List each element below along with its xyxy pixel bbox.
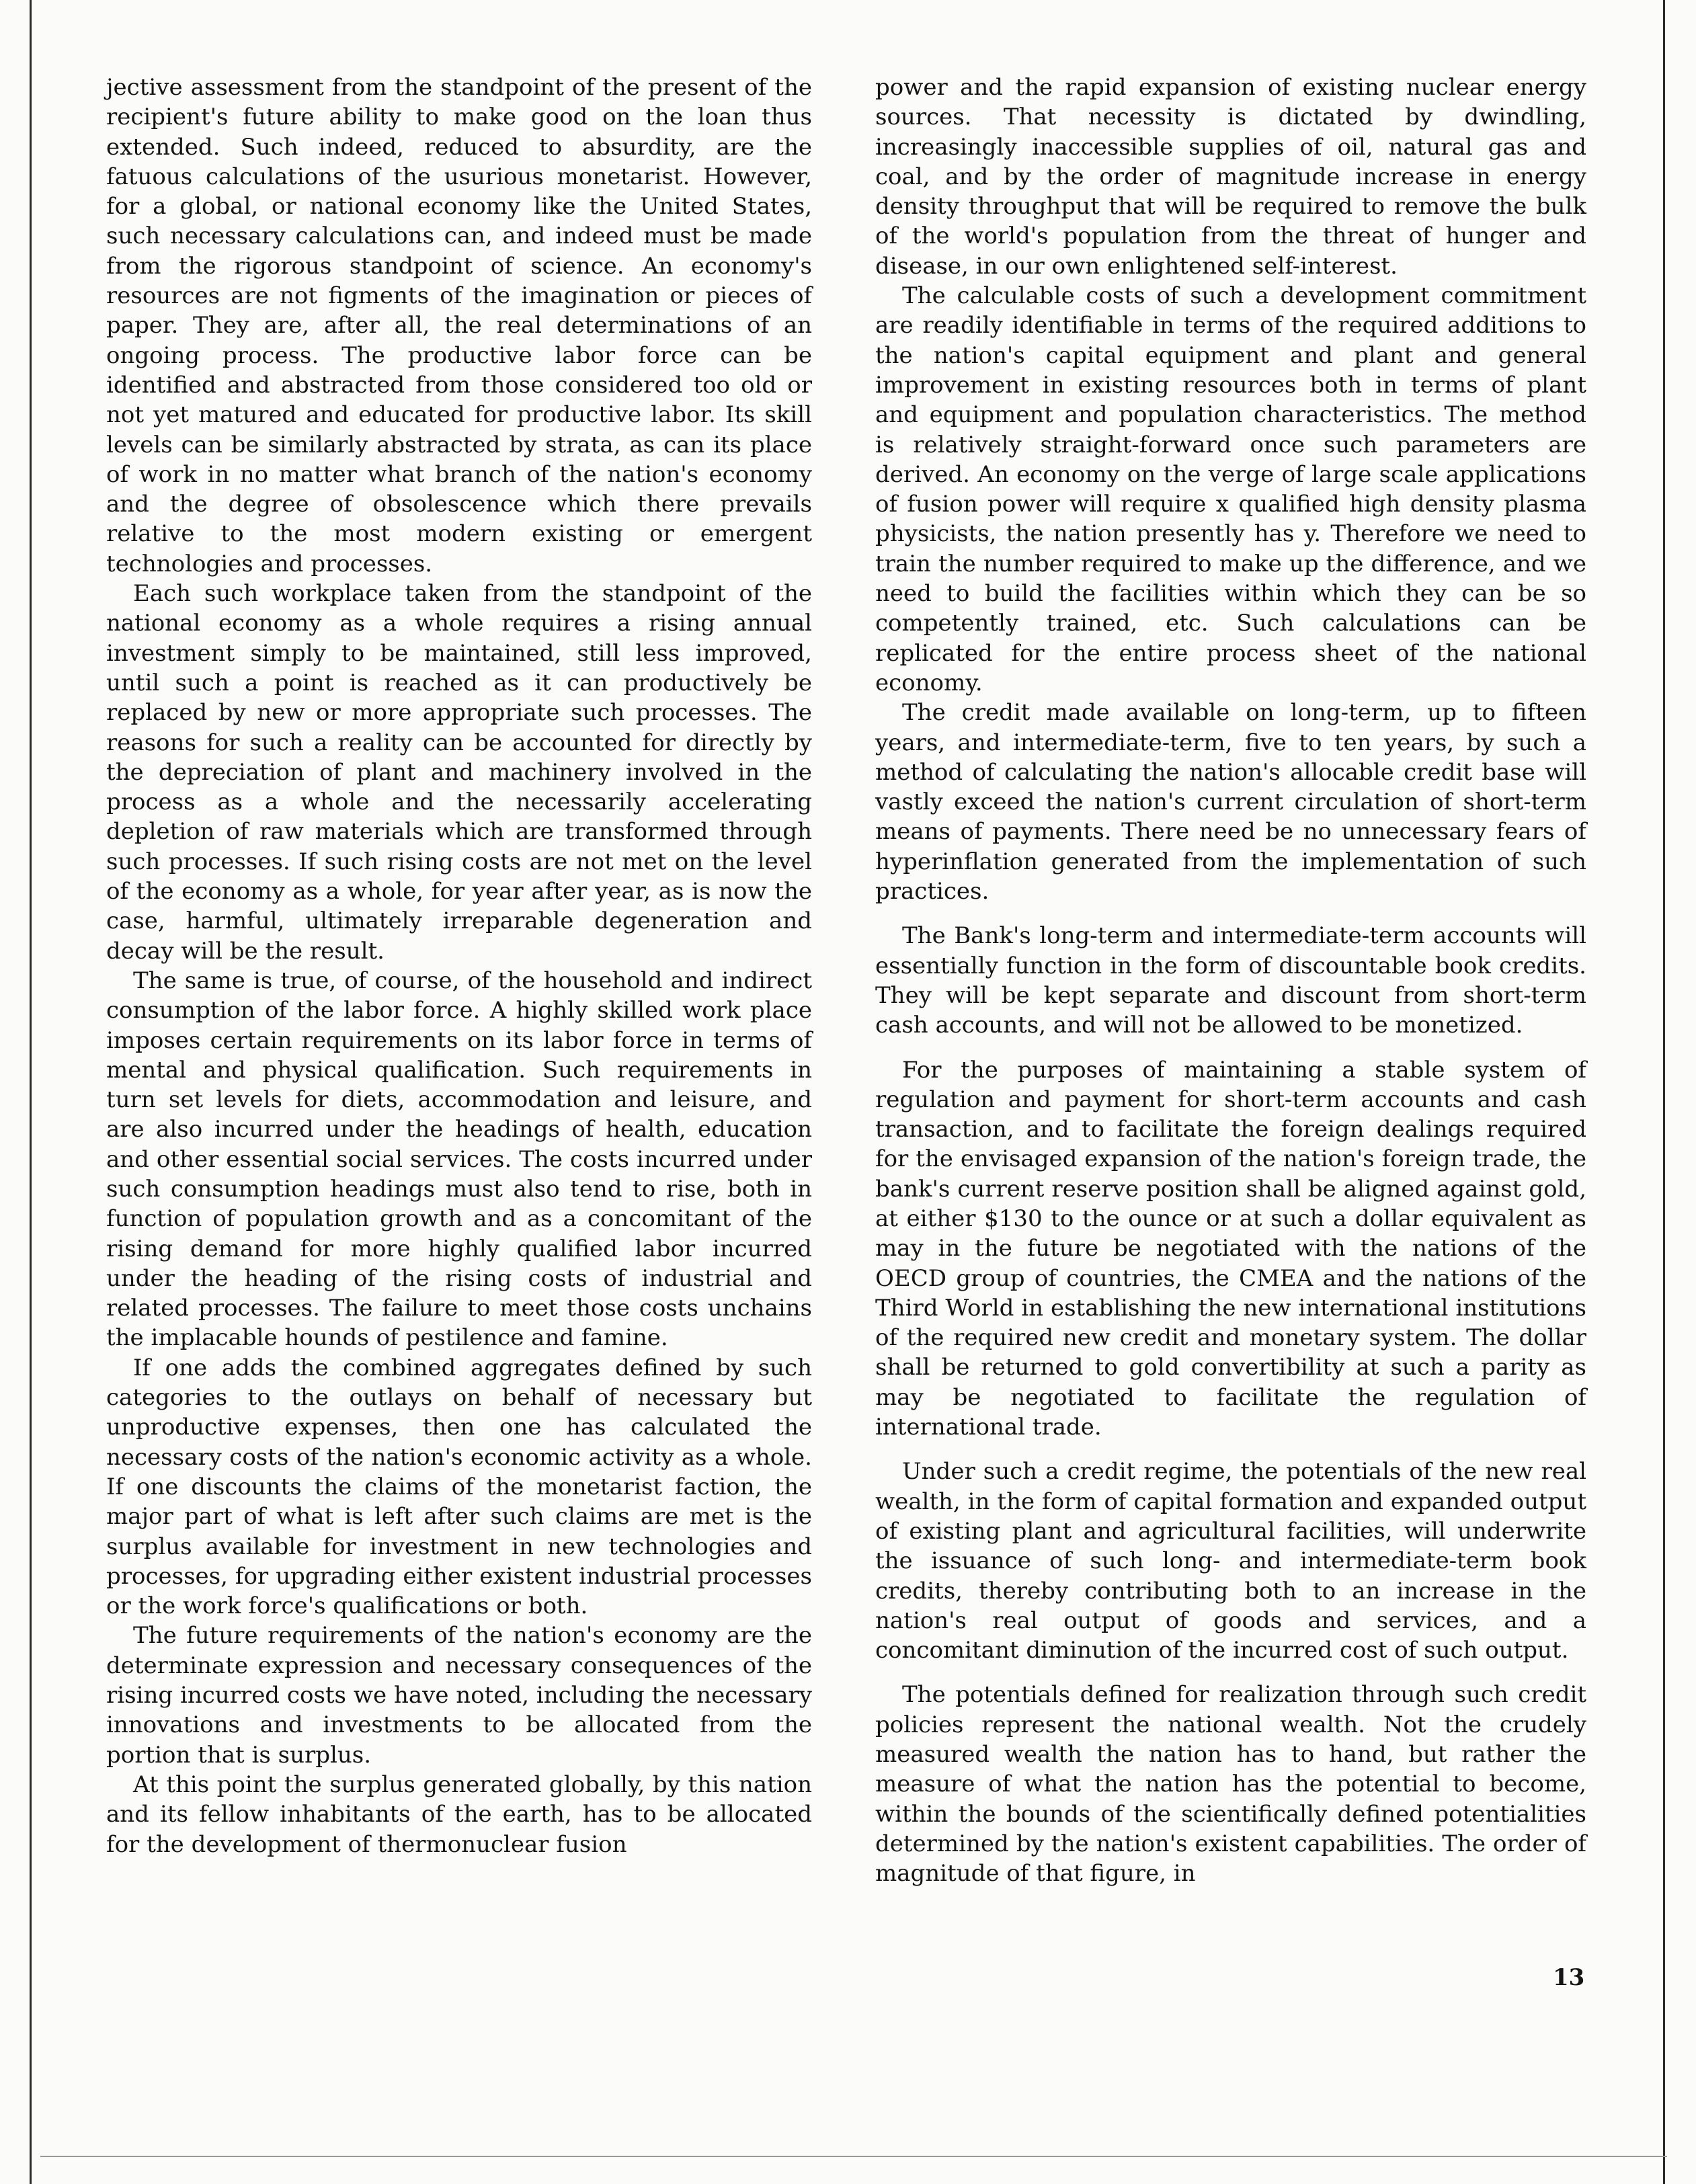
paragraph: If one adds the combined aggregates defined by such categories to the outlays on behalf of necessary but unproductive expenses, then one has calculated the necessary costs of the nation's economic activity as a whole. If one discounts the claims of the monetarist faction, the major part of what is left after such claims are met is the surplus available for investment in new technologies and processes, for upgrading either existent industrial processes or the work force's qualifications or both.	[106, 1354, 812, 1620]
paragraph: For the purposes of maintaining a stable system of regulation and payment for short-term accounts and cash transaction, and to facilitate the foreign dealings required for the envisaged expansion of the nation's foreign trade, the bank's current reserve position shall be aligned against gold, at either $130 to the ounce or at such a dollar equivalent as may in the future be negotiated with the nations of the OECD group of countries, the CMEA and the nations of the Third World in establishing the new international institutions of the required new credit and monetary system. The dollar shall be returned to gold convertibility at such a parity as may be negotiated to facilitate the regulation of international trade.	[875, 1056, 1586, 1441]
paragraph: Each such workplace taken from the standpoint of the national economy as a whole requires a rising annual investment simply to be maintained, still less improved, until such a point is reached as it can productively be replaced by new or more appropriate such processes. The reasons for such a reality can be accounted for directly by the depreciation of plant and machinery involved in the process as a whole and the necessarily accelerating depletion of raw materials which are transformed through such processes. If such rising costs are not met on the level of the economy as a whole, for year after year, as is now the case, harmful, ultimately irreparable degeneration and decay will be the result.	[106, 580, 812, 965]
paragraph: jective assessment from the standpoint of the present of the recipient's future ability to make good on the loan thus extended. Such indeed, reduced to absurdity, are the fatuous calculations of the usurious monetarist. However, for a global, or national economy like the United States, such necessary calculations can, and indeed must be made from the rigorous standpoint of science. An economy's resources are not figments of the imagination or pieces of paper. They are, after all, the real determinations of an ongoing process. The productive labor force can be identified and abstracted from those considered too old or not yet matured and educated for productive labor. Its skill levels can be similarly abstracted by strata, as can its place of work in no matter what branch of the nation's economy and the degree of obsolescence which there prevails relative to the most modern existing or emergent technologies and processes.	[106, 74, 812, 577]
paragraph: Under such a credit regime, the potentials of the new real wealth, in the form of capital formation and expanded output of existing plant and agricultural facilities, will underwrite the issuance of such long- and intermediate-term book credits, thereby contributing both to an increase in the nation's real output of goods and services, and a concomitant diminution of the incurred cost of such output.	[875, 1458, 1586, 1664]
paragraph: The future requirements of the nation's economy are the determinate expression and necessary consequences of the rising incurred costs we have noted, including the necessary innovations and investments to be allocated from the portion that is surplus.	[106, 1622, 812, 1769]
paragraph: The same is true, of course, of the household and indirect consumption of the labor force. A highly skilled work place imposes certain requirements on its labor force in terms of mental and physical qualification. Such requirements in turn set levels for diets, accommodation and leisure, and are also incurred under the headings of health, education and other essential social services. The costs incurred under such consumption headings must also tend to rise, both in function of population growth and as a concomitant of the rising demand for more highly qualified labor incurred under the heading of the rising costs of industrial and related processes. The failure to meet those costs unchains the implacable hounds of pestilence and famine.	[106, 967, 812, 1352]
paragraph: The Bank's long-term and intermediate-term accounts will essentially function in the form of discountable book credits. They will be kept separate and discount from short-term cash accounts, and will not be allowed to be monetized.	[875, 922, 1586, 1039]
page-edge-left	[30, 0, 32, 2184]
paragraph: power and the rapid expansion of existing nuclear energy sources. That necessity is dictated by dwindling, increasingly inaccessible supplies of oil, natural gas and coal, and by the order of magnitude increase in energy density throughput that will be required to remove the bulk of the world's population from the threat of hunger and disease, in our own enlightened self-interest.	[875, 74, 1586, 280]
right-column	[875, 73, 1586, 1889]
paragraph: The credit made available on long-term, up to fifteen years, and intermediate-term, five to ten years, by such a method of calculating the nation's allocable credit base will vastly exceed the nation's current circulation of short-term means of payments. There need be no unnecessary fears of hyperinflation generated from the implementation of such practices.	[875, 699, 1586, 905]
paragraph: The potentials defined for realization through such credit policies represent the national wealth. Not the crudely measured wealth the nation has to hand, but rather the measure of what the nation has the potential to become, within the bounds of the scientifically defined potentialities determined by the nation's existent capabilities. The order of magnitude of that figure, in	[875, 1681, 1586, 1888]
paragraph: The calculable costs of such a development commitment are readily identifiable in terms of the required additions to the nation's capital equipment and plant and general improvement in existing resources both in terms of plant and equipment and population characteristics. The method is relatively straight-forward once such parameters are derived. An economy on the verge of large scale applications of fusion power will require x qualified high density plasma physicists, the nation presently has y. Therefore we need to train the number required to make up the difference, and we need to build the facilities within which they can be so competently trained, etc. Such calculations can be replicated for the entire process sheet of the national economy.	[875, 282, 1586, 696]
page-edge-right	[1663, 0, 1665, 2184]
page-number: 13	[1553, 1964, 1585, 1991]
left-column	[106, 73, 812, 1859]
page-edge-bottom	[40, 2156, 1667, 2157]
paragraph: At this point the surplus generated globally, by this nation and its fellow inhabitants of the earth, has to be allocated for the development of thermonuclear fusion	[106, 1771, 812, 1858]
